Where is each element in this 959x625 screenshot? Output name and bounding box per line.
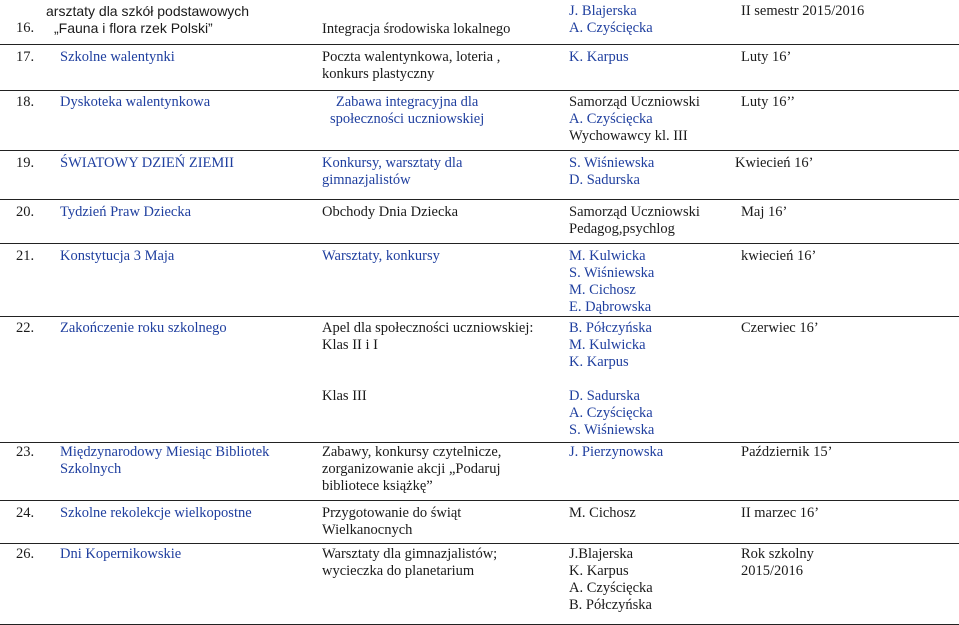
row-divider	[0, 442, 959, 443]
event-name: Szkolne rekolekcje wielkopostne	[60, 505, 252, 521]
event-date: Luty 16’’	[741, 94, 796, 110]
responsible-people: D. Sadurska A. Czyścięcka S. Wiśniewska	[569, 388, 655, 438]
event-form: Klas III	[322, 388, 367, 404]
event-form: Obchody Dnia Dziecka	[322, 204, 459, 220]
event-form: Poczta walentynkowa, loteria , konkurs plastyczny	[322, 49, 501, 82]
responsible-people: M. Cichosz	[569, 505, 636, 521]
responsible-people: J.Blajerska K. Karpus A. Czyścięcka B. Półczyńska	[569, 546, 653, 613]
row-number: 20.	[16, 204, 35, 220]
event-date: II marzec 16’	[741, 505, 820, 521]
responsible-people: J. Pierzynowska	[569, 444, 664, 460]
row-divider	[0, 199, 959, 200]
responsible-people: Samorząd Uczniowski Pedagog,psychlog	[569, 204, 700, 237]
event-date: kwiecień 16’	[741, 248, 817, 264]
row-number: 19.	[16, 155, 35, 171]
responsible-people: Samorząd Uczniowski A. Czyścięcka Wychowawcy kl. III	[569, 94, 700, 144]
event-name: Dni Kopernikowskie	[60, 546, 182, 562]
event-form: Warsztaty dla gimnazjalistów; wycieczka do planetarium	[322, 546, 498, 579]
row-divider	[0, 150, 959, 151]
row-number: 23.	[16, 444, 35, 460]
row-number: 17.	[16, 49, 35, 65]
row-number: 26.	[16, 546, 35, 562]
row-number: 21.	[16, 248, 35, 264]
event-form: Apel dla społeczności uczniowskiej: Klas II i I	[322, 320, 534, 353]
event-name: Międzynarodowy Miesiąc Bibliotek Szkolnych	[60, 444, 270, 477]
event-date: Październik 15’	[741, 444, 833, 460]
event-date: Kwiecień 16’	[735, 155, 814, 171]
event-date: II semestr 2015/2016	[741, 3, 865, 19]
event-form: Warsztaty, konkursy	[322, 248, 440, 264]
event-date: Maj 16’	[741, 204, 788, 220]
event-name: Tydzień Praw Dziecka	[60, 204, 192, 220]
row-divider	[0, 500, 959, 501]
event-name: ŚWIATOWY DZIEŃ ZIEMII	[60, 155, 234, 171]
event-form: Przygotowanie do świąt Wielkanocnych	[322, 505, 462, 538]
row-number: 22.	[16, 320, 35, 336]
event-name: Zakończenie roku szkolnego	[60, 320, 227, 336]
event-form: Konkursy, warsztaty dla gimnazjalistów	[322, 155, 463, 188]
event-date: Czerwiec 16’	[741, 320, 819, 336]
event-date: Rok szkolny 2015/2016	[741, 546, 814, 579]
event-form: Zabawy, konkursy czytelnicze, zorganizowanie akcji „Podaruj bibliotece książkę”	[322, 444, 502, 494]
row-divider	[0, 243, 959, 244]
responsible-people: M. Kulwicka S. Wiśniewska M. Cichosz E. Dąbrowska	[569, 248, 655, 315]
row-divider	[0, 44, 959, 45]
responsible-people: B. Półczyńska M. Kulwicka K. Karpus	[569, 320, 652, 370]
event-name: Konstytucja 3 Maja	[60, 248, 175, 264]
row-number: 16.	[16, 20, 35, 36]
row-number: 18.	[16, 94, 35, 110]
responsible-people: S. Wiśniewska D. Sadurska	[569, 155, 655, 188]
responsible-people: J. Blajerska A. Czyścięcka	[569, 3, 653, 36]
event-name: Szkolne walentynki	[60, 49, 175, 65]
event-name: arsztaty dla szkół podstawowych „Fauna i flora rzek Polski”	[46, 3, 250, 36]
row-number: 24.	[16, 505, 35, 521]
row-divider	[0, 90, 959, 91]
row-divider	[0, 316, 959, 317]
event-date: Luty 16’	[741, 49, 792, 65]
responsible-people: K. Karpus	[569, 49, 629, 65]
event-form: Zabawa integracyjna dla społeczności uczniowskiej	[330, 94, 485, 127]
event-form: Integracja środowiska lokalnego	[322, 21, 511, 37]
event-name: Dyskoteka walentynkowa	[60, 94, 211, 110]
row-divider	[0, 543, 959, 544]
